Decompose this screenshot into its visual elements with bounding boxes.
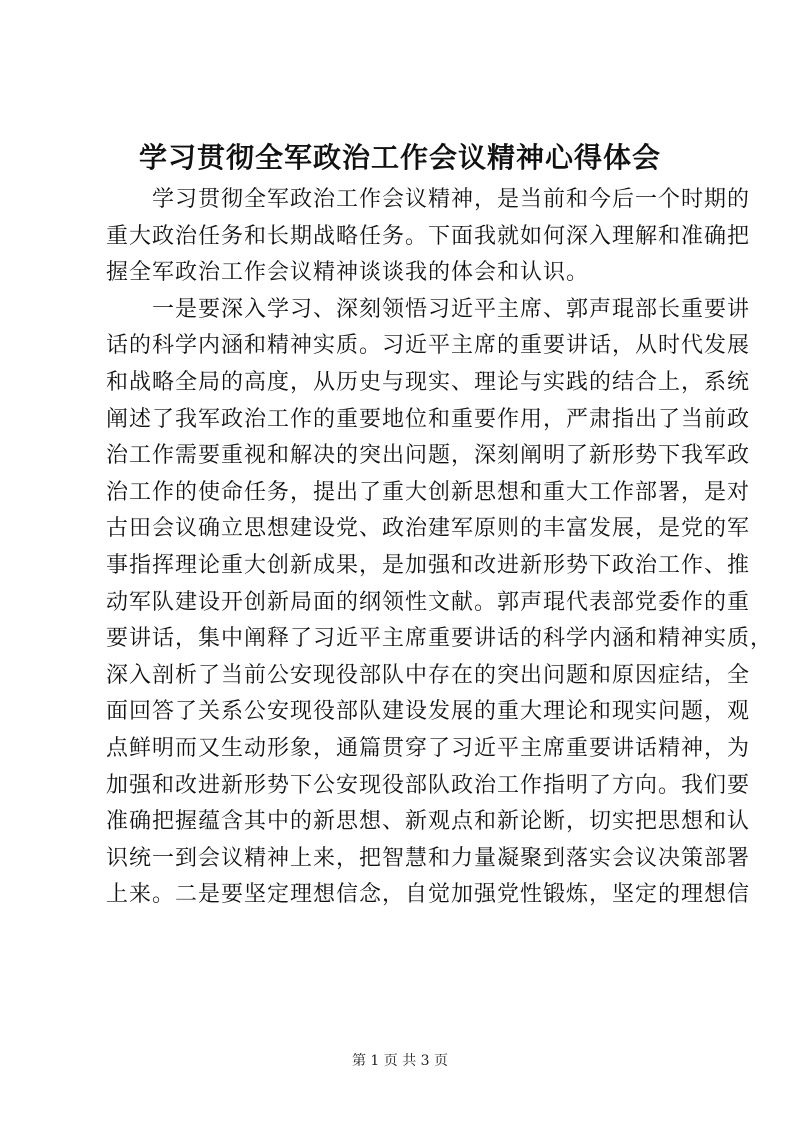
body-line: 加强和改进新形势下公安现役部队政治工作指明了方向。我们要 [106,772,751,798]
body-line: 一是要深入学习、深刻领悟习近平主席、郭声琨部长重要讲 [106,296,751,322]
body-line: 学习贯彻全军政治工作会议精神，是当前和今后一个时期的 [106,187,751,212]
body-line: 要讲话，集中阐释了习近平主席重要讲话的科学内涵和精神实质， [106,626,774,652]
body-line: 事指挥理论重大创新成果，是加强和改进新形势下政治工作、推 [106,552,751,578]
body-line: 点鲜明而又生动形象，通篇贯穿了习近平主席重要讲话精神，为 [106,735,751,761]
body-line: 面回答了关系公安现役部队建设发展的重大理论和现实问题，观 [106,699,751,725]
body-line: 识统一到会议精神上来，把智慧和力量凝聚到落实会议决策部署 [106,845,751,871]
body-line: 握全军政治工作会议精神谈谈我的体会和认识。 [106,260,590,286]
body-line: 治工作需要重视和解决的突出问题，深刻阐明了新形势下我军政 [106,443,751,469]
body-line: 重大政治任务和长期战略任务。下面我就如何深入理解和准确把 [106,223,751,249]
document-title: 学习贯彻全军政治工作会议精神心得体会 [138,141,661,174]
body-line: 深入剖析了当前公安现役部队中存在的突出问题和原因症结，全 [106,662,751,688]
body-line: 准确把握蕴含其中的新思想、新观点和新论断，切实把思想和认 [106,809,751,835]
body-line: 和战略全局的高度，从历史与现实、理论与实践的结合上，系统 [106,369,751,395]
body-line: 动军队建设开创新局面的纲领性文献。郭声琨代表部党委作的重 [106,589,751,615]
body-line: 治工作的使命任务，提出了重大创新思想和重大工作部署，是对 [106,479,751,505]
document-body [106,182,774,914]
body-line: 阐述了我军政治工作的重要地位和重要作用，严肃指出了当前政 [106,406,751,432]
body-line: 话的科学内涵和精神实质。习近平主席的重要讲话，从时代发展 [106,333,751,359]
body-line: 上来。二是要坚定理想信念，自觉加强党性锻炼，坚定的理想信 [106,882,751,908]
page-footer: 第 1 页 共 3 页 [351,1053,449,1069]
body-line: 古田会议确立思想建设党、政治建军原则的丰富发展，是党的军 [106,516,751,542]
